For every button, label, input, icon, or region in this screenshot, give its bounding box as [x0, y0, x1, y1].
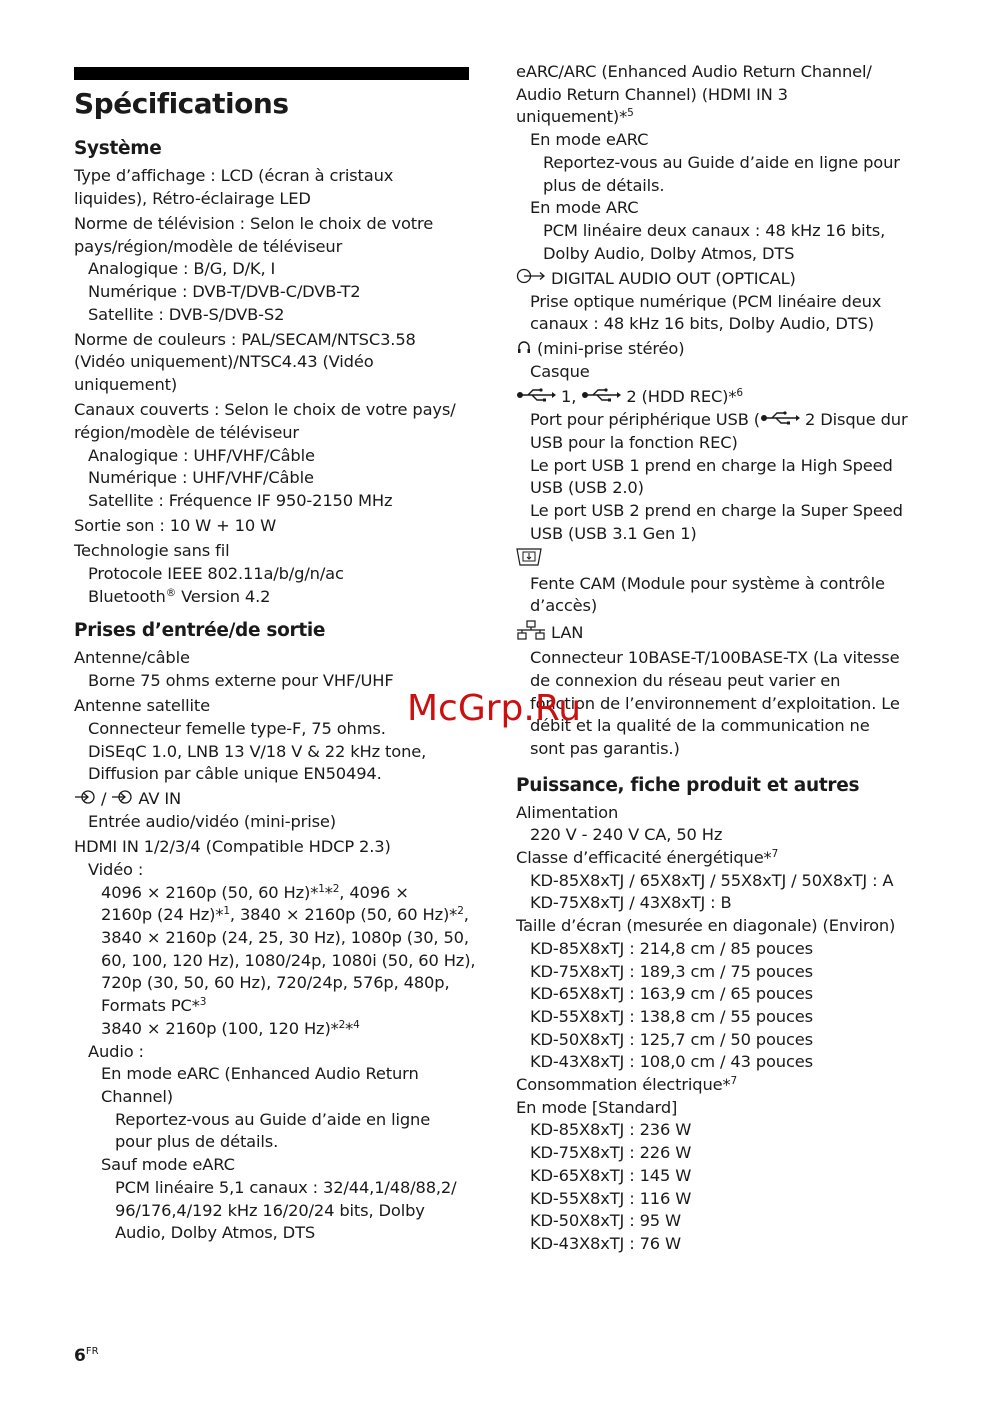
cam-slot-icon	[516, 548, 542, 573]
spec-line: Protocole IEEE 802.11a/b/g/n/ac	[88, 563, 344, 583]
spec-line: Numérique : DVB-T/DVB-C/DVB-T2	[88, 281, 361, 301]
spec-line: (Vidéo uniquement)/NTSC4.43 (Vidéo	[74, 352, 374, 372]
section-heading-systeme: Système	[74, 138, 162, 159]
spec-line: KD-75X8xTJ / 43X8xTJ : B	[530, 893, 732, 913]
spec-line: fonction de l’environnement d’exploitation. Le	[530, 693, 900, 713]
spec-line: Prise optique numérique (PCM linéaire deux	[530, 291, 882, 311]
spec-line: 720p (30, 50, 60 Hz), 720/24p, 576p, 480p,	[101, 973, 450, 993]
spec-line: Numérique : UHF/VHF/Câble	[88, 468, 314, 488]
spec-line: uniquement)	[74, 375, 178, 395]
spec-line: DIGITAL AUDIO OUT (OPTICAL)	[516, 268, 916, 291]
list-item: KD-65X8xTJ : 163,9 cm / 65 pouces	[530, 984, 813, 1004]
bluetooth-version: Version 4.2	[176, 586, 271, 606]
list-item: KD-65X8xTJ : 145 W	[530, 1165, 692, 1185]
spec-line: Type d’affichage : LCD (écran à cristaux	[74, 166, 394, 185]
spec-line: 1, 2 (HDD REC)*$^6$	[516, 386, 916, 409]
spec-line: DiSEqC 1.0, LNB 13 V/18 V & 22 kHz tone,	[88, 741, 427, 761]
list-item: KD-55X8xTJ : 138,8 cm / 55 pouces	[530, 1006, 813, 1026]
spec-line: Le port USB 2 prend en charge la Super Speed	[530, 501, 903, 521]
spec-line: 4096 × 2160p (50, 60 Hz)*$^1$*$^2$, 4096 ×	[101, 882, 409, 902]
spec-line: / AV IN	[74, 788, 474, 811]
section-heading-power: Puissance, fiche produit et autres	[516, 774, 860, 796]
spec-line: Satellite : Fréquence IF 950-2150 MHz	[88, 491, 393, 511]
spec-line: Alimentation	[516, 802, 619, 822]
spec-line: Casque	[530, 362, 590, 382]
spec-line: Audio, Dolby Atmos, DTS	[115, 1223, 316, 1243]
spec-line	[516, 548, 916, 573]
spec-line: sont pas garantis.)	[530, 738, 680, 758]
title-rule	[74, 67, 469, 80]
spec-line: 3840 × 2160p (100, 120 Hz)*$^2$*$^4$	[101, 1018, 360, 1038]
spec-line	[74, 586, 474, 609]
lan-icon	[516, 620, 546, 647]
watermark: McGrp.Ru	[407, 688, 582, 729]
section-heading-io: Prises d’entrée/de sortie	[74, 620, 326, 642]
spec-line: Norme de couleurs : PAL/SECAM/NTSC3.58	[74, 329, 416, 349]
spec-line: pour plus de détails.	[115, 1132, 279, 1152]
spec-line: Antenne/câble	[74, 648, 190, 668]
spec-line: Norme de télévision : Selon le choix de votre	[74, 213, 434, 233]
spec-line: Sauf mode eARC	[101, 1155, 235, 1175]
usb-icon	[516, 386, 556, 409]
list-item: KD-50X8xTJ : 125,7 cm / 50 pouces	[530, 1029, 813, 1049]
page-language: FR	[85, 1346, 99, 1357]
spec-line: En mode ARC	[530, 198, 639, 218]
spec-line: Analogique : B/G, D/K, I	[88, 259, 276, 279]
spec-line: Canaux couverts : Selon le choix de votre pays/	[74, 400, 456, 420]
spec-line: Channel)	[101, 1086, 173, 1106]
right-column	[516, 61, 916, 1256]
spec-line: 2160p (24 Hz)*$^1$, 3840 × 2160p (50, 60 Hz)*$^2$,	[101, 905, 469, 925]
spec-line: PCM linéaire 5,1 canaux : 32/44,1/48/88,2/	[115, 1177, 457, 1197]
spec-line: eARC/ARC (Enhanced Audio Return Channel/	[516, 62, 872, 81]
spec-line: Audio :	[88, 1041, 144, 1061]
spec-line: KD-85X8xTJ / 65X8xTJ / 55X8xTJ / 50X8xTJ : A	[530, 870, 894, 890]
spec-line: débit et la qualité de la communication ne	[530, 716, 870, 736]
optical-output-icon	[516, 268, 546, 291]
list-item: KD-43X8xTJ : 76 W	[530, 1233, 681, 1253]
list-item: KD-43X8xTJ : 108,0 cm / 43 pouces	[530, 1052, 813, 1072]
spec-line: Formats PC*$^3$	[101, 996, 207, 1016]
spec-line: Taille d’écran (mesurée en diagonale) (Environ)	[516, 916, 896, 936]
spec-line: USB pour la fonction REC)	[530, 432, 738, 452]
spec-line: Sortie son : 10 W + 10 W	[74, 516, 277, 536]
spec-line: Classe d’efficacité énergétique*$^7$	[516, 848, 779, 868]
usb-icon	[760, 409, 800, 432]
spec-line: de connexion du réseau peut varier en	[530, 670, 841, 690]
page-title: Spécifications	[74, 87, 289, 120]
spec-line: (mini-prise stéréo)	[516, 338, 916, 361]
spec-line: En mode eARC (Enhanced Audio Return	[101, 1064, 419, 1084]
spec-line: région/modèle de téléviseur	[74, 422, 299, 442]
av-input-icon	[111, 788, 133, 811]
spec-line: Le port USB 1 prend en charge la High Speed	[530, 455, 893, 475]
spec-line: pays/région/modèle de téléviseur	[74, 236, 343, 256]
spec-line: plus de détails.	[543, 175, 665, 195]
spec-line: Reportez-vous au Guide d’aide en ligne	[115, 1109, 431, 1129]
spec-line: Vidéo :	[88, 859, 144, 879]
spec-line: Connecteur femelle type-F, 75 ohms.	[88, 718, 386, 738]
list-item: KD-85X8xTJ : 214,8 cm / 85 pouces	[530, 938, 813, 958]
spec-line: Audio Return Channel) (HDMI IN 3	[516, 84, 788, 104]
spec-line: En mode eARC	[530, 130, 649, 150]
spec-line: Antenne satellite	[74, 696, 210, 716]
input-icon	[74, 788, 96, 811]
spec-line: Technologie sans fil	[74, 541, 230, 561]
spec-line: d’accès)	[530, 596, 598, 616]
list-item: KD-85X8xTJ : 236 W	[530, 1120, 692, 1140]
list-item: KD-55X8xTJ : 116 W	[530, 1188, 692, 1208]
spec-line: USB (USB 2.0)	[530, 478, 644, 498]
spec-line: Reportez-vous au Guide d’aide en ligne pour	[543, 152, 900, 172]
list-item: KD-50X8xTJ : 95 W	[530, 1211, 681, 1231]
spec-line: 220 V - 240 V CA, 50 Hz	[530, 825, 723, 845]
spec-line: HDMI IN 1/2/3/4 (Compatible HDCP 2.3)	[74, 837, 391, 857]
spec-line: PCM linéaire deux canaux : 48 kHz 16 bits,	[543, 220, 886, 240]
bluetooth-label: Bluetooth	[88, 586, 166, 606]
spec-line: Connecteur 10BASE-T/100BASE-TX (La vitesse	[530, 648, 900, 668]
spec-line: Satellite : DVB-S/DVB-S2	[88, 304, 285, 324]
spec-line: En mode [Standard]	[516, 1097, 678, 1117]
spec-line: Diffusion par câble unique EN50494.	[88, 764, 382, 784]
list-item: KD-75X8xTJ : 189,3 cm / 75 pouces	[530, 961, 813, 981]
spec-line: Borne 75 ohms externe pour VHF/UHF	[88, 671, 394, 691]
registered-mark: ®	[165, 586, 177, 599]
headphone-icon	[516, 339, 532, 362]
spec-line: 3840 × 2160p (24, 25, 30 Hz), 1080p (30, 50,	[101, 928, 469, 948]
spec-line: Port pour périphérique USB ( 2 Disque dur	[516, 409, 916, 432]
spec-line: 96/176,4/192 kHz 16/20/24 bits, Dolby	[115, 1200, 425, 1220]
spec-line: USB (USB 3.1 Gen 1)	[530, 523, 697, 543]
spec-line: canaux : 48 kHz 16 bits, Dolby Audio, DTS)	[530, 314, 874, 334]
spec-line: Entrée audio/vidéo (mini-prise)	[88, 812, 336, 832]
list-item: KD-75X8xTJ : 226 W	[530, 1143, 692, 1163]
spec-line: LAN	[516, 620, 916, 647]
spec-line: uniquement)*$^5$	[516, 107, 634, 127]
usb-icon	[581, 386, 621, 409]
spec-line: Analogique : UHF/VHF/Câble	[88, 445, 315, 465]
spec-line: Fente CAM (Module pour système à contrôle	[530, 573, 885, 593]
page-number: $6^{FR}$	[74, 1346, 99, 1366]
spec-line: Dolby Audio, Dolby Atmos, DTS	[543, 243, 795, 263]
spec-line: liquides), Rétro-éclairage LED	[74, 188, 311, 208]
spec-line: Consommation électrique*$^7$	[516, 1075, 738, 1095]
spec-line: 60, 100, 120 Hz), 1080/24p, 1080i (50, 60 Hz),	[101, 950, 476, 970]
